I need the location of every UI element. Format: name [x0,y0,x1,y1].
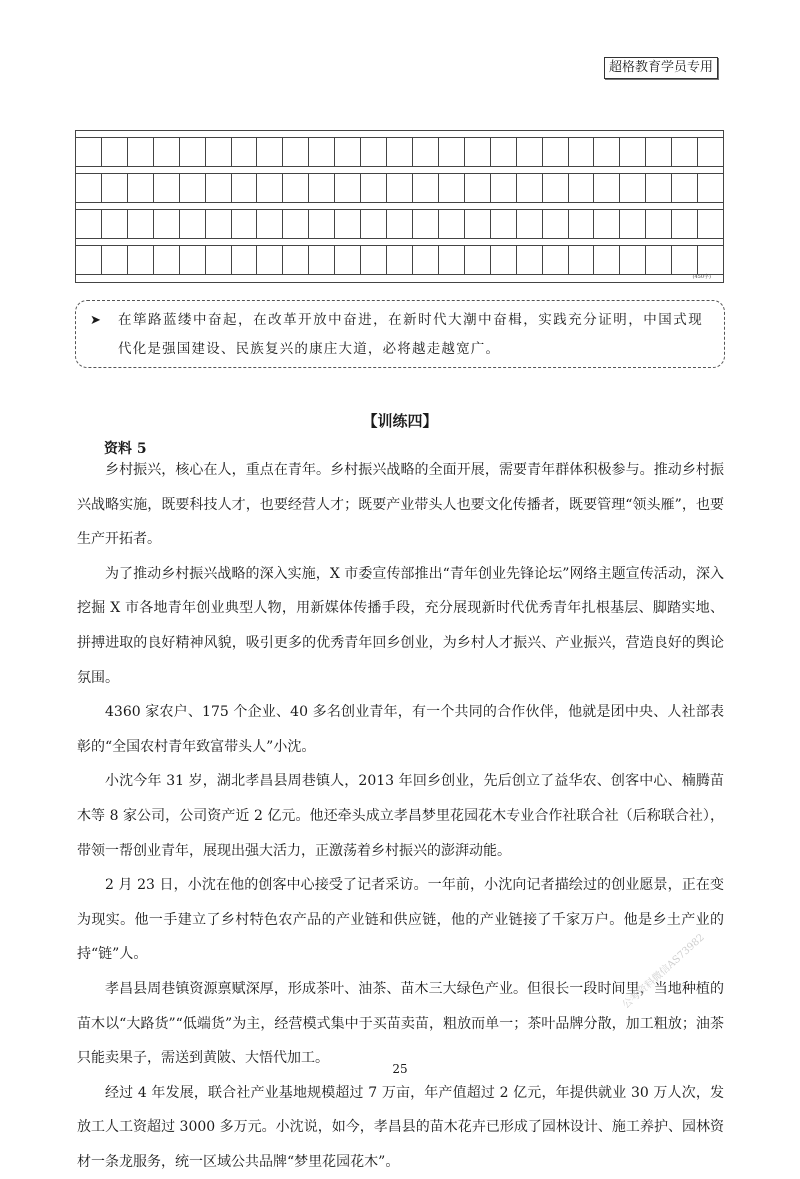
grid-cell [387,246,413,274]
grid-cell [517,210,543,238]
grid-cell [569,138,595,166]
grid-cell [128,174,154,202]
grid-cell [180,210,206,238]
grid-cell [517,246,543,274]
grid-cell [283,210,309,238]
grid-cell [257,138,283,166]
grid-cell [491,174,517,202]
grid-cell [620,174,646,202]
grid-cell [646,210,672,238]
grid-cell [206,246,232,274]
grid-cell [206,138,232,166]
grid-cell [620,210,646,238]
quote-box [75,300,725,368]
grid-cell [465,246,491,274]
grid-cell [361,138,387,166]
grid-cell [309,174,335,202]
section-title: 【训练四】 [362,412,438,430]
grid-cell [283,138,309,166]
grid-cell [439,138,465,166]
paragraph: 经过 4 年发展，联合社产业基地规模超过 7 万亩，年产值超过 2 亿元，年提供就业 30 万人次，发放工人工资超过 3000 多万元。小沈说，如今，孝昌县的苗木花卉已形成了园林设计、施工养护、园林资材一条龙服务，统一区域公共品牌“梦里花园花木”。 [77,1084,724,1170]
grid-cell [465,138,491,166]
paragraph: 孝昌县周巷镇资源禀赋深厚，形成茶叶、油茶、苗木三大绿色产业。但很长一段时间里，当地种植的苗木以“大路货”“低端货”为主，经营模式集中于买苗卖苗，粗放而单一；茶叶品牌分散，加工粗放；油茶只能卖果子，需送到黄陂、大悟代加工。 [77,980,724,1067]
grid-cell [698,210,723,238]
grid-cell [569,174,595,202]
grid-cell [335,174,361,202]
grid-cell [517,174,543,202]
grid-cell [594,174,620,202]
grid-cell [232,210,258,238]
grid-cell [413,246,439,274]
grid-cell [413,138,439,166]
grid-cell [698,138,723,166]
grid-cell [283,174,309,202]
grid-cell [232,138,258,166]
grid-cell [128,246,154,274]
grid-cell [543,246,569,274]
paragraph: 为了推动乡村振兴战略的深入实施，X 市委宣传部推出“青年创业先锋论坛”网络主题宣传活动，深入挖掘 X 市各地青年创业典型人物，用新媒体传播手段，充分展现新时代优秀青年扎根基层、脚踏实地、拼搏进取的良好精神风貌，吸引更多的优秀青年回乡创业，为乡村人才振兴、产业振兴，营造良好的舆论氛围。 [77,565,724,686]
grid-cell [102,246,128,274]
grid-cell [232,174,258,202]
grid-cell [543,174,569,202]
grid-cell [102,210,128,238]
grid-cell [698,246,723,274]
paragraph: 乡村振兴，核心在人，重点在青年。乡村振兴战略的全面开展，需要青年群体积极参与。推动乡村振兴战略实施，既要科技人才，也要经营人才；既要产业带头人也要文化传播者，既要管理“领头雁”，也要生产开拓者。 [77,462,724,548]
quote-text: 在筚路蓝缕中奋起，在改革开放中奋进，在新时代大潮中奋楫，实践充分证明，中国式现代化是强国建设、民族复兴的康庄大道，必将越走越宽广。 [118,312,703,357]
grid-cell [128,210,154,238]
grid-cell [439,174,465,202]
grid-cell [413,210,439,238]
grid-band [76,167,723,174]
grid-cell [594,246,620,274]
grid-cell [465,174,491,202]
grid-cell [672,246,698,274]
paragraph: 2 月 23 日，小沈在他的创客中心接受了记者采访。一年前，小沈向记者描绘过的创业愿景，正在变为现实。他一手建立了乡村特色农产品的产业链和供应链，他的产业链接了千家万户。他是乡土产业的持“链”人。 [77,877,724,963]
grid-cell [543,138,569,166]
grid-cell [491,138,517,166]
grid-cell [335,246,361,274]
grid-cell [257,246,283,274]
grid-cell [180,138,206,166]
grid-cell [206,210,232,238]
grid-cell [128,138,154,166]
grid-cell [439,246,465,274]
grid-cell [698,174,723,202]
grid-cell [76,246,102,274]
page-number: 25 [392,1062,408,1076]
grid-cell [180,174,206,202]
grid-cell [361,210,387,238]
grid-row [76,138,723,167]
grid-cell [672,174,698,202]
grid-cell [283,246,309,274]
grid-cell [543,210,569,238]
material-label: 资料 5 [104,441,147,457]
grid-cell [154,210,180,238]
paragraph: 小沈今年 31 岁，湖北孝昌县周巷镇人，2013 年回乡创业，先后创立了益华农、创客中心、楠腾苗木等 8 家公司，公司资产近 2 亿元。他还牵头成立孝昌梦里花园花木专业合作社联合社（后称联合社），带领一帮创业青年，展现出强大活力，正激荡着乡村振兴的澎湃动能。 [77,773,724,859]
answer-grid [75,130,724,283]
grid-band [76,131,723,138]
grid-cell [335,210,361,238]
grid-cell [594,210,620,238]
grid-row [76,246,723,275]
word-count-label: (450字) [692,274,711,280]
grid-cell [491,246,517,274]
arrow-bullet-icon: ➤ [90,313,101,328]
grid-cell [361,174,387,202]
grid-cell [646,138,672,166]
grid-cell [257,210,283,238]
grid-band [76,239,723,246]
grid-cell [102,174,128,202]
grid-cell [76,138,102,166]
grid-cell [309,210,335,238]
grid-cell [465,210,491,238]
grid-cell [309,138,335,166]
grid-cell [569,210,595,238]
grid-cell [491,210,517,238]
grid-cell [180,246,206,274]
watermark: 公考资料微信AS73982 [620,932,707,1012]
grid-cell [232,246,258,274]
grid-cell [206,174,232,202]
grid-cell [646,174,672,202]
grid-cell [620,246,646,274]
grid-cell [102,138,128,166]
grid-cell [76,210,102,238]
usage-stamp: 超格教育学员专用 [604,57,718,79]
grid-cell [646,246,672,274]
grid-row [76,174,723,203]
grid-band [76,275,723,283]
grid-cell [594,138,620,166]
grid-cell [439,210,465,238]
grid-cell [257,174,283,202]
grid-cell [361,246,387,274]
grid-cell [309,246,335,274]
grid-cell [517,138,543,166]
paragraph: 4360 家农户、175 个企业、40 多名创业青年，有一个共同的合作伙伴，他就是团中央、人社部表彰的“全国农村青年致富带头人”小沈。 [77,704,724,755]
grid-cell [154,138,180,166]
grid-cell [672,210,698,238]
grid-cell [387,138,413,166]
grid-cell [413,174,439,202]
grid-cell [387,210,413,238]
grid-cell [672,138,698,166]
grid-cell [154,246,180,274]
grid-cell [335,138,361,166]
grid-band [76,203,723,210]
grid-cell [76,174,102,202]
grid-cell [620,138,646,166]
grid-cell [569,246,595,274]
grid-cell [387,174,413,202]
grid-row [76,210,723,239]
grid-cell [154,174,180,202]
